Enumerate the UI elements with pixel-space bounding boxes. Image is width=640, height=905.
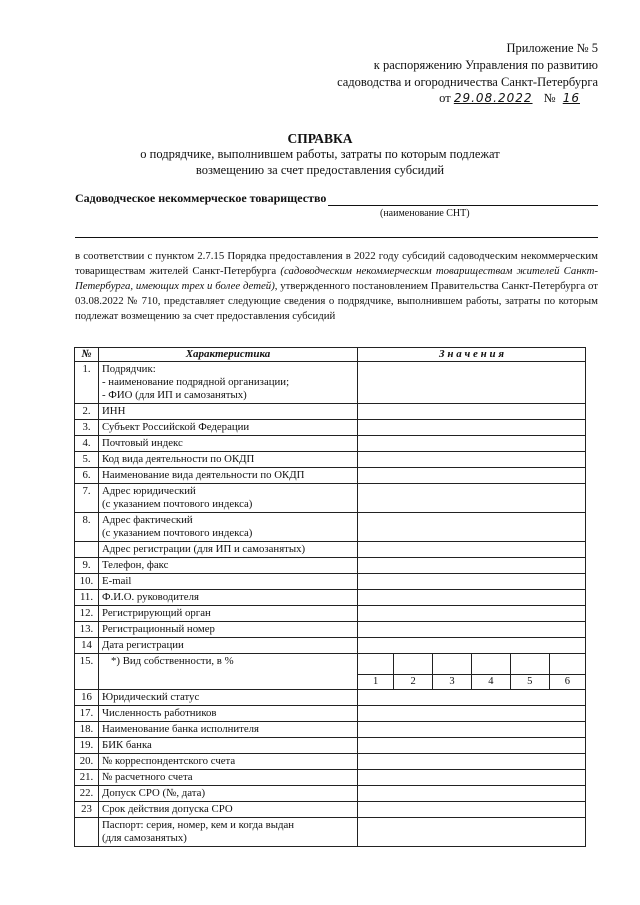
row-number: 12. bbox=[75, 606, 99, 622]
row-characteristic: Дата регистрации bbox=[99, 638, 358, 654]
ownership-column-label: 3 bbox=[433, 675, 472, 690]
table-row bbox=[75, 802, 586, 818]
table-row bbox=[75, 770, 586, 786]
subtitle-line-1: о подрядчике, выполнившем работы, затраты по которым подлежат bbox=[140, 147, 500, 161]
table-row bbox=[75, 362, 586, 404]
row-value-cell[interactable] bbox=[358, 802, 586, 818]
table-row bbox=[75, 622, 586, 638]
ownership-share-cell[interactable] bbox=[471, 654, 510, 675]
ownership-share-cell[interactable] bbox=[510, 654, 549, 675]
row-value-cell[interactable] bbox=[358, 590, 586, 606]
annex-line-3: садоводства и огородничества Санкт-Петербурга bbox=[337, 75, 598, 89]
table-row bbox=[75, 706, 586, 722]
row-number: 8. bbox=[75, 513, 99, 542]
table-row bbox=[75, 420, 586, 436]
row-characteristic: Паспорт: серия, номер, кем и когда выдан (для самозанятых) bbox=[99, 818, 358, 847]
ownership-column-label: 5 bbox=[510, 675, 549, 690]
row-number: 7. bbox=[75, 484, 99, 513]
row-value-cell[interactable] bbox=[358, 654, 586, 690]
row-characteristic: Почтовый индекс bbox=[99, 436, 358, 452]
row-value-cell[interactable] bbox=[358, 622, 586, 638]
table-row bbox=[75, 786, 586, 802]
doc-subtitle bbox=[0, 146, 640, 178]
table-row bbox=[75, 452, 586, 468]
row-number: 13. bbox=[75, 622, 99, 638]
row-characteristic: E-mail bbox=[99, 574, 358, 590]
row-value-cell[interactable] bbox=[358, 574, 586, 590]
row-characteristic: Численность работников bbox=[99, 706, 358, 722]
table-row bbox=[75, 574, 586, 590]
row-characteristic: Адрес регистрации (для ИП и самозанятых) bbox=[99, 542, 358, 558]
row-number: 10. bbox=[75, 574, 99, 590]
header-number: № bbox=[75, 348, 99, 362]
contractor-table bbox=[74, 347, 586, 847]
date-prefix: от bbox=[439, 91, 451, 105]
snt-name-line-2[interactable] bbox=[75, 237, 598, 238]
table-row bbox=[75, 606, 586, 622]
row-characteristic: Код вида деятельности по ОКДП bbox=[99, 452, 358, 468]
row-characteristic: ИНН bbox=[99, 404, 358, 420]
row-characteristic: Субъект Российской Федерации bbox=[99, 420, 358, 436]
row-number: 6. bbox=[75, 468, 99, 484]
table-row bbox=[75, 722, 586, 738]
row-value-cell[interactable] bbox=[358, 468, 586, 484]
table-row bbox=[75, 404, 586, 420]
row-value-cell[interactable] bbox=[358, 436, 586, 452]
row-number: 15. bbox=[75, 654, 99, 690]
row-number: 2. bbox=[75, 404, 99, 420]
row-value-cell[interactable] bbox=[358, 738, 586, 754]
header-values: З н а ч е н и я bbox=[358, 348, 586, 362]
number-prefix: № bbox=[543, 91, 556, 105]
row-characteristic: Ф.И.О. руководителя bbox=[99, 590, 358, 606]
row-value-cell[interactable] bbox=[358, 362, 586, 404]
row-value-cell[interactable] bbox=[358, 690, 586, 706]
date-value: 29.08.2022 bbox=[453, 91, 533, 105]
ownership-share-cell[interactable] bbox=[549, 654, 585, 675]
row-number: 16 bbox=[75, 690, 99, 706]
snt-caption: (наименование СНТ) bbox=[380, 208, 470, 219]
row-characteristic: *) Вид собственности, в % bbox=[99, 654, 358, 690]
row-number: 9. bbox=[75, 558, 99, 574]
table-row bbox=[75, 754, 586, 770]
ownership-share-cell[interactable] bbox=[358, 654, 394, 675]
subtitle-line-2: возмещению за счет предоставления субсидий bbox=[195, 163, 445, 177]
row-value-cell[interactable] bbox=[358, 420, 586, 436]
row-number: 20. bbox=[75, 754, 99, 770]
row-characteristic: Срок действия допуска СРО bbox=[99, 802, 358, 818]
row-characteristic: Подрядчик: - наименование подрядной организации; - ФИО (для ИП и самозанятых) bbox=[99, 362, 358, 404]
ownership-share-cell[interactable] bbox=[394, 654, 433, 675]
row-number: 3. bbox=[75, 420, 99, 436]
para-italic: (садоводческим некоммерческим товариществам жителей Санкт-Петербурга, имеющих трех и более детей) bbox=[75, 265, 598, 292]
table-row bbox=[75, 638, 586, 654]
row-characteristic: Юридический статус bbox=[99, 690, 358, 706]
para-part-2: , утвержденного постановлением Правительства Санкт-Петербурга от 03.08.2022 № 710, представляет следующие сведения о подрядчике, выполнившем работы, затраты по которым подлежат возмещению за счет предоставления субсидий bbox=[75, 280, 599, 322]
row-characteristic: Регистрирующий орган bbox=[99, 606, 358, 622]
row-number bbox=[75, 542, 99, 558]
table-row bbox=[75, 558, 586, 574]
row-characteristic: БИК банка bbox=[99, 738, 358, 754]
row-number: 17. bbox=[75, 706, 99, 722]
row-value-cell[interactable] bbox=[358, 513, 586, 542]
row-number: 1. bbox=[75, 362, 99, 404]
snt-label: Садоводческое некоммерческое товарищество bbox=[75, 191, 327, 205]
table-row bbox=[75, 468, 586, 484]
table-row bbox=[75, 484, 586, 513]
table-row bbox=[75, 654, 586, 690]
number-value: 16 bbox=[562, 91, 580, 105]
row-number: 11. bbox=[75, 590, 99, 606]
row-characteristic: Телефон, факс bbox=[99, 558, 358, 574]
annex-line-1: Приложение № 5 bbox=[506, 41, 598, 55]
row-characteristic: Регистрационный номер bbox=[99, 622, 358, 638]
ownership-column-label: 1 bbox=[373, 676, 379, 687]
row-value-cell[interactable] bbox=[358, 722, 586, 738]
table-row bbox=[75, 590, 586, 606]
ownership-column-label: 4 bbox=[471, 675, 510, 690]
row-number: 19. bbox=[75, 738, 99, 754]
row-value-cell[interactable] bbox=[358, 638, 586, 654]
row-characteristic: Адрес юридический (с указанием почтового индекса) bbox=[99, 484, 358, 513]
ownership-share-cell[interactable] bbox=[433, 654, 472, 675]
row-number bbox=[75, 818, 99, 847]
row-value-cell[interactable] bbox=[358, 786, 586, 802]
row-value-cell[interactable] bbox=[358, 452, 586, 468]
row-number: 22. bbox=[75, 786, 99, 802]
row-value-cell[interactable] bbox=[358, 542, 586, 558]
row-value-cell[interactable] bbox=[358, 606, 586, 622]
annex-date-line bbox=[439, 90, 598, 107]
row-characteristic: Наименование банка исполнителя bbox=[99, 722, 358, 738]
annex-line-2: к распоряжению Управления по развитию bbox=[373, 58, 598, 72]
ownership-column-label: 6 bbox=[549, 675, 585, 690]
row-value-cell[interactable] bbox=[358, 770, 586, 786]
row-number: 23 bbox=[75, 802, 99, 818]
row-characteristic: Адрес фактический (с указанием почтового индекса) bbox=[99, 513, 358, 542]
row-characteristic: Наименование вида деятельности по ОКДП bbox=[99, 468, 358, 484]
row-value-cell[interactable] bbox=[358, 706, 586, 722]
table-row bbox=[75, 738, 586, 754]
row-value-cell[interactable] bbox=[358, 558, 586, 574]
row-number: 21. bbox=[75, 770, 99, 786]
table-row bbox=[75, 542, 586, 558]
header-characteristic: Характеристика bbox=[99, 348, 358, 362]
row-value-cell[interactable] bbox=[358, 404, 586, 420]
row-number: 14 bbox=[75, 638, 99, 654]
table-row bbox=[75, 436, 586, 452]
table-row bbox=[75, 690, 586, 706]
row-value-cell[interactable] bbox=[358, 484, 586, 513]
snt-name-line[interactable] bbox=[328, 205, 598, 206]
para-part-1: в соответствии с пунктом 2.7.15 Порядка предоставления в 2022 году субсидий садоводческим некоммерческим товариществам жителей Санкт-Петербурга bbox=[75, 250, 598, 277]
row-characteristic: № расчетного счета bbox=[99, 770, 358, 786]
row-characteristic: Допуск СРО (№, дата) bbox=[99, 786, 358, 802]
doc-title: СПРАВКА bbox=[287, 131, 353, 146]
row-number: 18. bbox=[75, 722, 99, 738]
row-number: 4. bbox=[75, 436, 99, 452]
row-number: 5. bbox=[75, 452, 99, 468]
table-row bbox=[75, 818, 586, 847]
row-value-cell[interactable] bbox=[358, 818, 586, 847]
row-characteristic: № корреспондентского счета bbox=[99, 754, 358, 770]
intro-paragraph bbox=[75, 249, 598, 324]
ownership-column-label: 2 bbox=[394, 675, 433, 690]
table-row bbox=[75, 513, 586, 542]
row-value-cell[interactable] bbox=[358, 754, 586, 770]
